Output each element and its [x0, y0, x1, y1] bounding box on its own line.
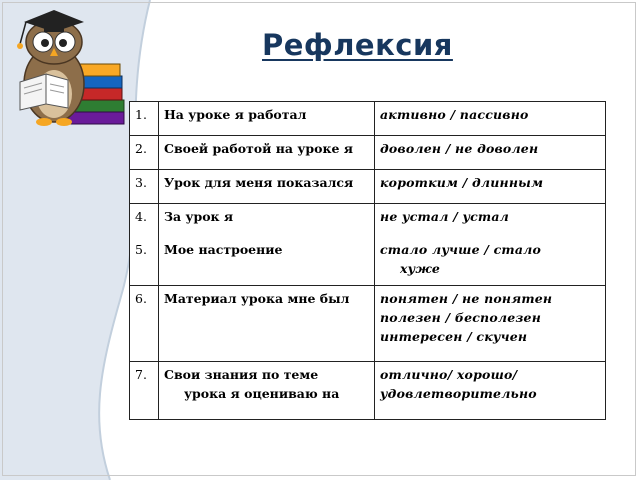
row-question: Своей работой на уроке я	[159, 136, 375, 170]
table-row	[130, 204, 606, 286]
row-number: 1.	[130, 102, 159, 136]
row-answer: активно / пассивно	[375, 102, 606, 136]
table-row	[130, 362, 606, 420]
row-question-cell	[159, 362, 375, 420]
row-question: За урок я	[164, 209, 234, 224]
row-answer-cell	[375, 286, 606, 362]
row-answer: интересен / скучен	[380, 329, 528, 344]
row-answer: отлично/ хорошо/	[380, 367, 518, 382]
row-answer: полезен / бесполезен	[380, 310, 542, 325]
row-number: 2.	[130, 136, 159, 170]
row-answer: стало лучше / стало	[380, 242, 542, 257]
row-question: Свои знания по теме	[164, 367, 319, 382]
row-answer-cell	[375, 362, 606, 420]
row-number: 5.	[135, 242, 147, 257]
table-row	[130, 286, 606, 362]
row-answer-cell	[375, 204, 606, 286]
page-title: Рефлексия	[262, 28, 453, 62]
row-answer: не устал / устал	[380, 209, 510, 224]
row-answer: удовлетворительно	[380, 386, 537, 401]
row-answer: доволен / не доволен	[375, 136, 606, 170]
row-number: 4.	[135, 209, 147, 224]
row-number-cell	[130, 204, 159, 286]
table-row	[130, 102, 606, 136]
row-question: урока я оцениваю на	[184, 386, 340, 401]
table-row	[130, 170, 606, 204]
row-question: Материал урока мне был	[159, 286, 375, 362]
row-number: 3.	[130, 170, 159, 204]
row-answer: понятен / не понятен	[380, 291, 553, 306]
row-number: 7.	[130, 362, 159, 420]
owl-with-books-icon	[6, 4, 126, 130]
row-number: 6.	[130, 286, 159, 362]
reflection-table	[129, 101, 606, 420]
table-row	[130, 136, 606, 170]
row-answer: хуже	[400, 261, 441, 276]
row-answer: коротким / длинным	[375, 170, 606, 204]
row-question: На уроке я работал	[159, 102, 375, 136]
row-question-cell	[159, 204, 375, 286]
row-question: Мое настроение	[164, 242, 283, 257]
row-question: Урок для меня показался	[159, 170, 375, 204]
